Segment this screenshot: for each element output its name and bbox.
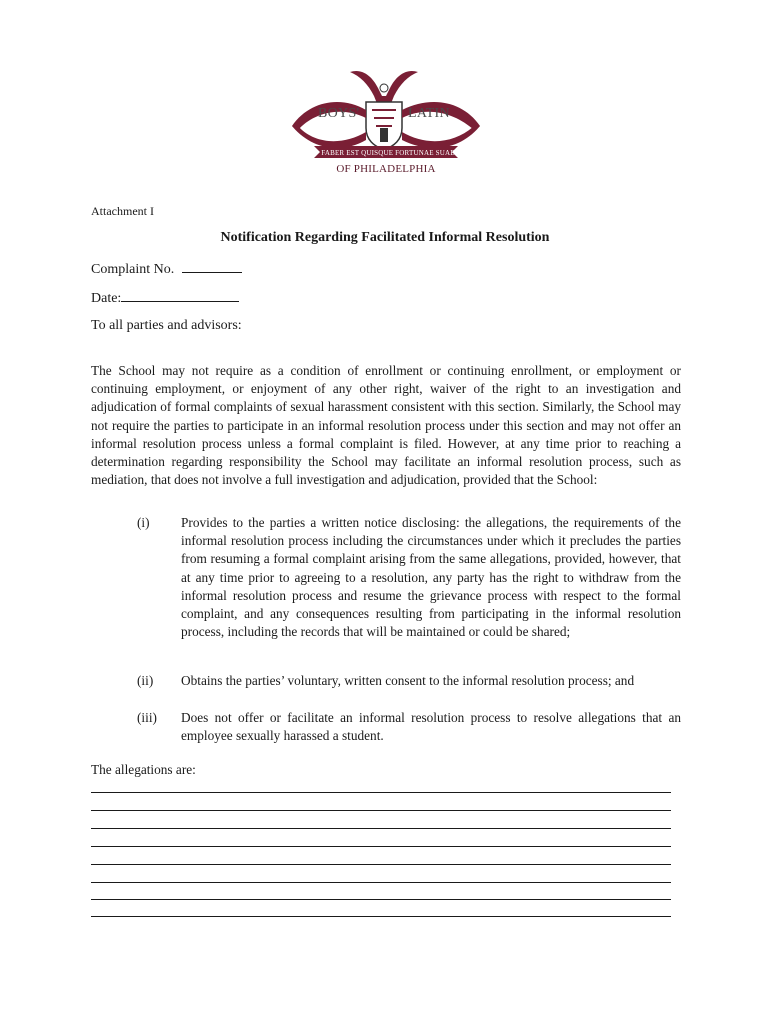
- page-title: Notification Regarding Facilitated Informal Resolution: [220, 230, 550, 245]
- logo-text-latin: LATIN: [408, 106, 450, 121]
- allegations-line[interactable]: [91, 792, 671, 793]
- allegations-line[interactable]: [91, 882, 671, 883]
- allegations-line[interactable]: [91, 846, 671, 847]
- complaint-number-field: [91, 260, 242, 278]
- list-item-text: Obtains the parties’ voluntary, written consent to the informal resolution process; and: [181, 673, 635, 688]
- date-blank[interactable]: [121, 289, 239, 302]
- list-item-number: (iii): [137, 710, 157, 725]
- list-item-number: (i): [137, 515, 150, 530]
- allegations-line[interactable]: [91, 916, 671, 917]
- eagle-crest-icon: [290, 66, 482, 178]
- complaint-number-label: Complaint No.: [91, 262, 175, 277]
- allegations-line[interactable]: [91, 864, 671, 865]
- allegations-line[interactable]: [91, 899, 671, 900]
- logo-text-philadelphia: OF PHILADELPHIA: [336, 163, 436, 175]
- list-item-text: Does not offer or facilitate an informal resolution process to resolve allegations that an employee sexually harassed a student.: [181, 710, 681, 744]
- allegations-label: The allegations are:: [91, 762, 196, 777]
- date-field: [91, 289, 239, 307]
- list-item-text: Provides to the parties a written notice disclosing: the allegations, the requirements of the informal resolution process including the circumstances under which it precludes the parties from resuming a formal complaint arising from the same allegations, provided, however, that at any time prior to agreeing to a resolution, any party has the right to withdraw from the informal resolution process and resume the grievance process with respect to the formal complaint, and any consequences resulting from participating in the informal resolution process, including the records that will be maintained or could be shared;: [181, 515, 681, 640]
- salutation: To all parties and advisors:: [91, 318, 242, 333]
- logo-motto: FABER EST QUISQUE FORTUNAE SUAE: [321, 149, 455, 157]
- attachment-label: Attachment I: [91, 204, 154, 218]
- complaint-number-blank[interactable]: [182, 260, 242, 273]
- allegations-line[interactable]: [91, 810, 671, 811]
- school-logo: [290, 66, 482, 178]
- date-label: Date:: [91, 291, 122, 306]
- allegations-line[interactable]: [91, 828, 671, 829]
- list-item-number: (ii): [137, 673, 154, 688]
- logo-text-boys: BOYS': [318, 106, 360, 121]
- body-paragraph: The School may not require as a condition of enrollment or continuing enrollment, or employment or continuing employment, or enjoyment of any other right, waiver of the right to an investigation and adjudication of formal complaints of sexual harassment consistent with this section. Similarly, the School may not require the parties to participate in an informal resolution process under this section and may not offer an informal resolution process unless a formal complaint is filed. However, at any time prior to reaching a determination regarding responsibility the School may facilitate an informal resolution process, such as mediation, that does not involve a full investigation and adjudication, provided that the School:: [91, 363, 681, 488]
